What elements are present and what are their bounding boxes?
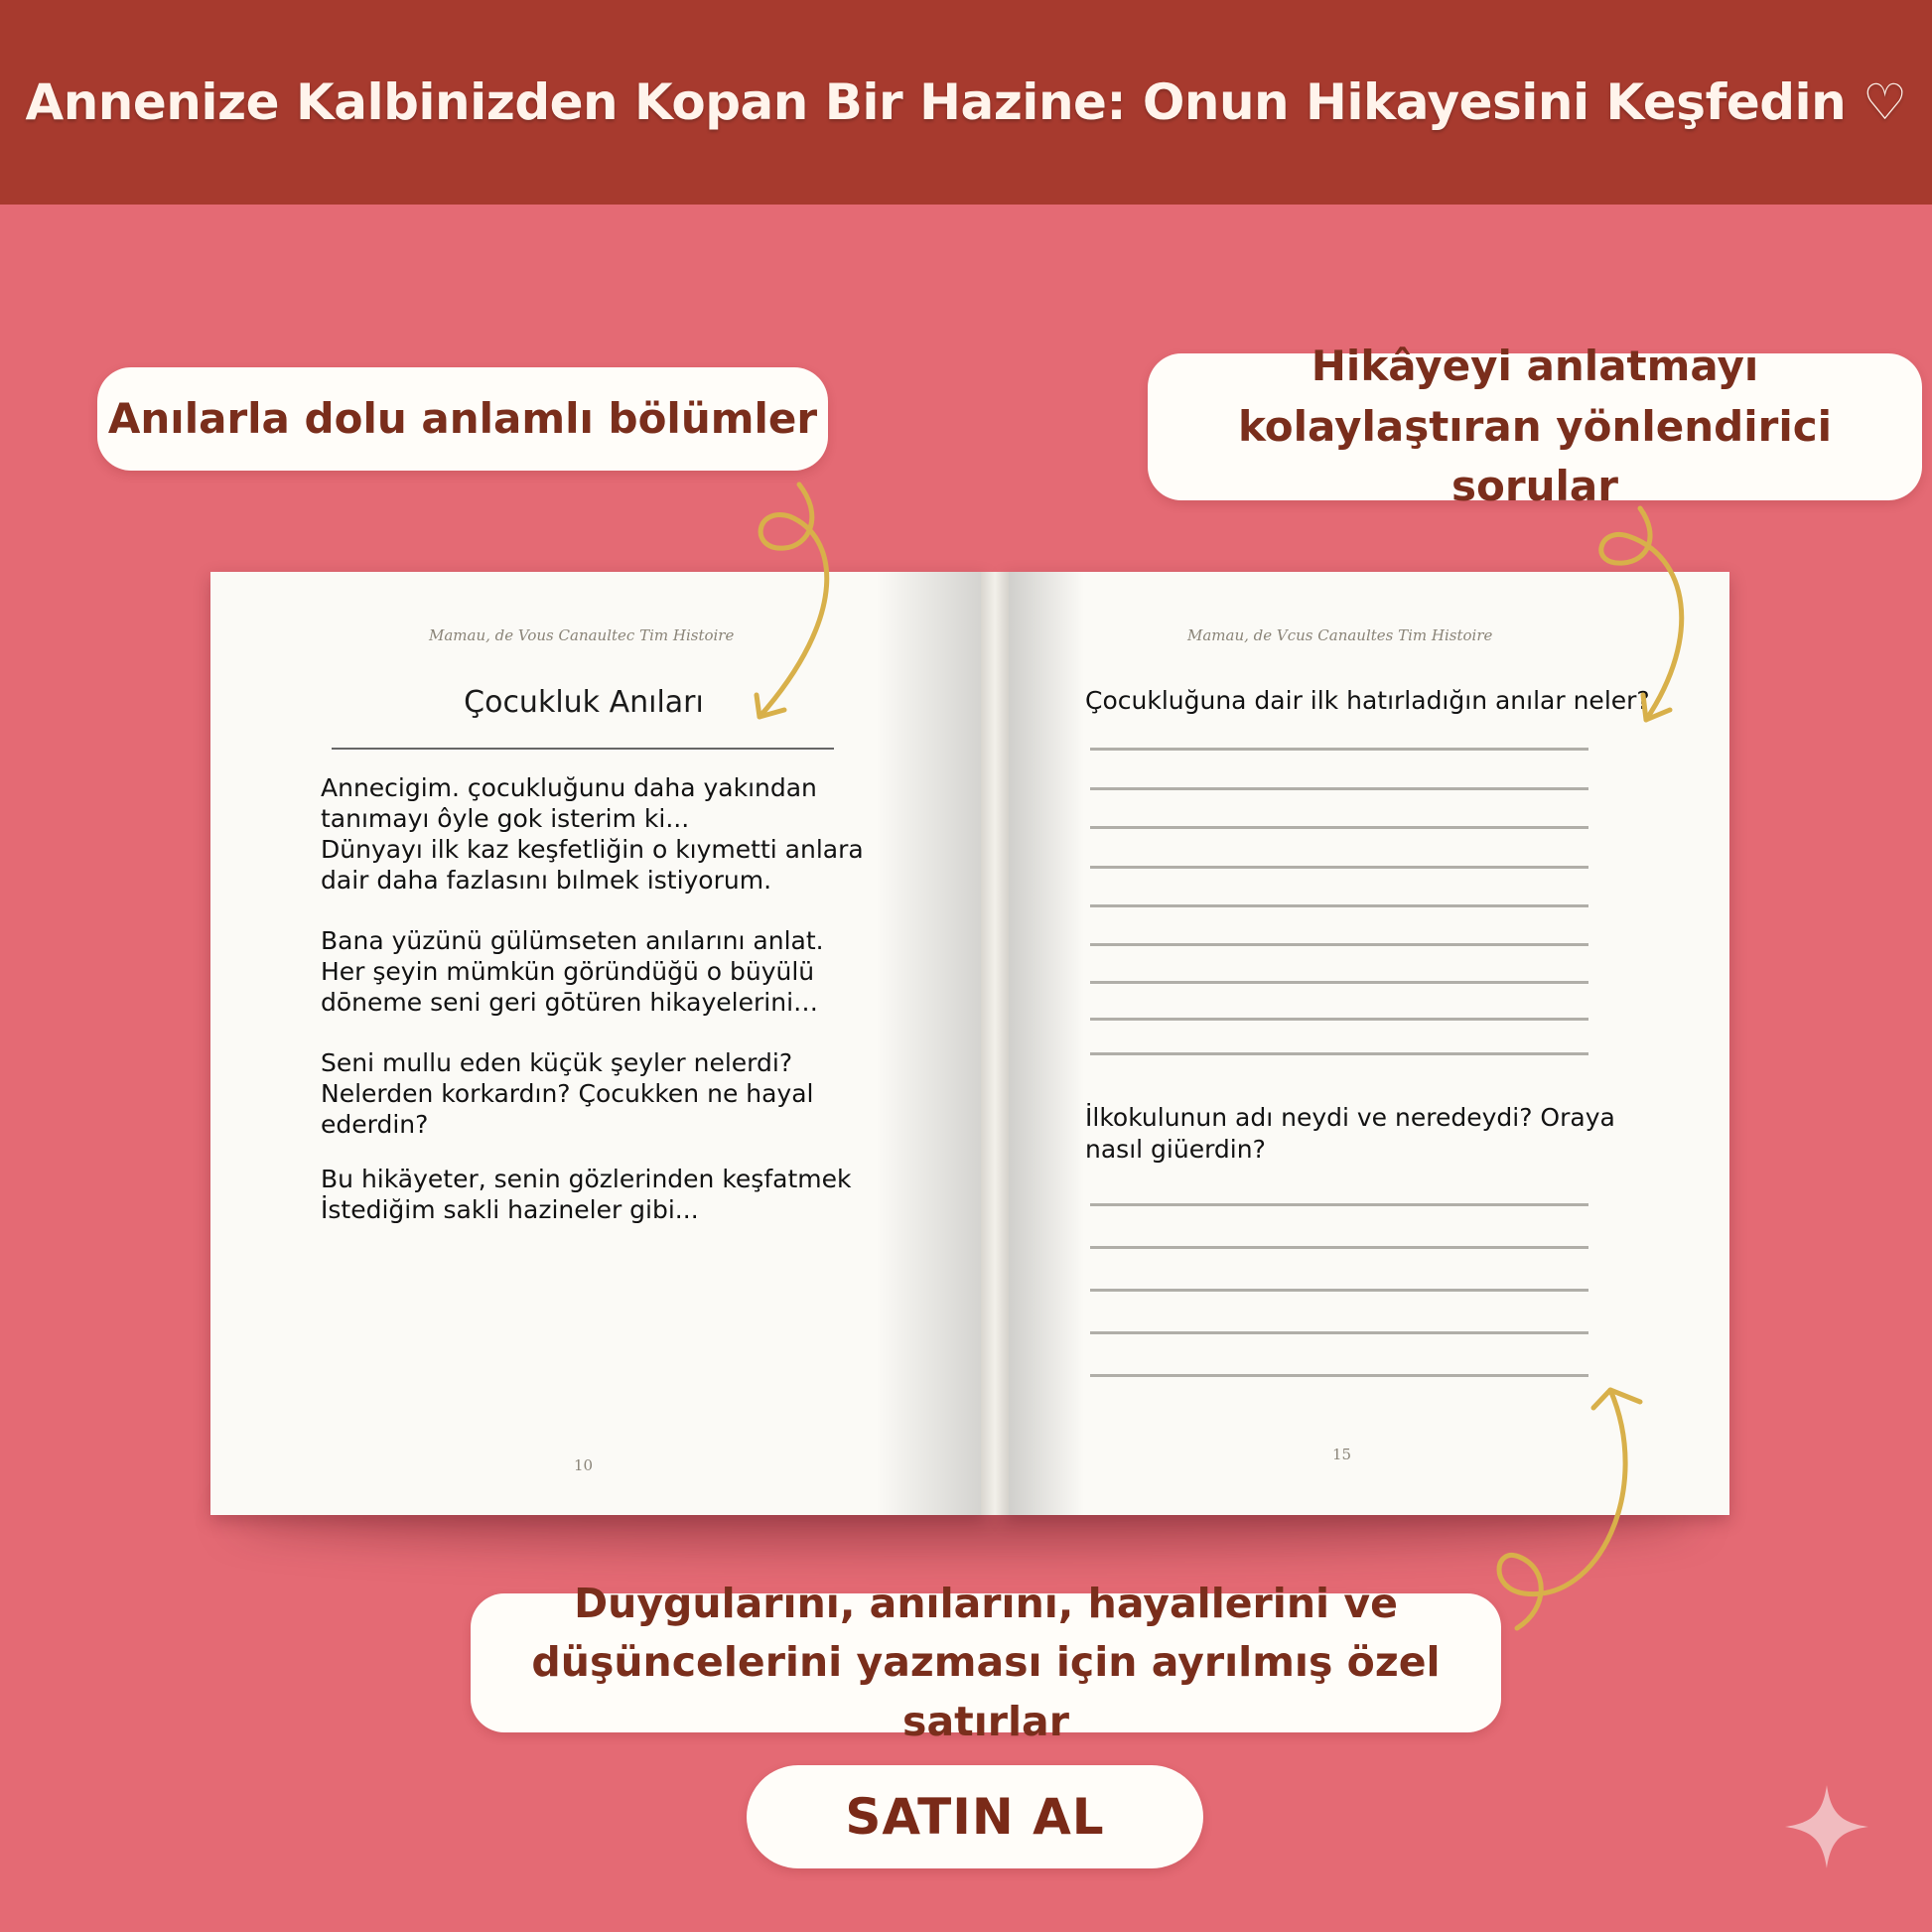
body-paragraph: Annecigim. çocukluğunu daha yakından tanımayı ôyle gok isterim ki... Dünyayı ilk kaz keşfetliğin o kıymetti anlara dair daha fazlasını bılmek istiyorum. bbox=[321, 773, 864, 895]
page-title: Annenize Kalbinizden Kopan Bir Hazine: Onun Hikayesini Keşfedin ♡ bbox=[25, 73, 1907, 131]
buy-button[interactable]: SATIN AL bbox=[747, 1765, 1203, 1868]
chapter-title: Çocukluk Anıları bbox=[464, 685, 704, 720]
writing-line bbox=[1090, 1018, 1588, 1021]
question-primary-school: İlkokulunun adı neydi ve neredeydi? Oraya nasıl giüerdin? bbox=[1085, 1103, 1615, 1164]
callout-chapters: Anılarla dolu anlamlı bölümler bbox=[97, 367, 828, 471]
writing-line bbox=[1090, 904, 1588, 907]
callout-writing-lines-text: Duygularını, anılarını, hayallerini ve düşüncelerini yazması için ayrılmış özel satırlar bbox=[531, 1579, 1441, 1745]
writing-line bbox=[1090, 826, 1588, 829]
writing-line bbox=[1090, 748, 1588, 751]
writing-line bbox=[1090, 787, 1588, 790]
left-running-head: Mamau, de Vous Canaultec Tim Histoire bbox=[429, 626, 735, 644]
writing-line bbox=[1090, 943, 1588, 946]
left-page-number: 10 bbox=[574, 1456, 594, 1474]
book-spine bbox=[981, 572, 1009, 1515]
writing-line bbox=[1090, 981, 1588, 984]
right-page-number: 15 bbox=[1332, 1446, 1352, 1463]
sparkle-icon bbox=[1781, 1781, 1872, 1872]
right-page-gutter-shade bbox=[1005, 572, 1084, 1515]
body-paragraph: Bana yüzünü gülümseten anılarını anlat. Her şeyin mümkün göründüğü o büyülü dōneme seni geri gōtüren hikayelerini… bbox=[321, 926, 824, 1017]
callout-questions bbox=[1148, 341, 1922, 511]
writing-line bbox=[1090, 1374, 1588, 1377]
header-banner bbox=[0, 0, 1932, 205]
writing-line bbox=[1090, 1289, 1588, 1292]
writing-line bbox=[1090, 866, 1588, 869]
writing-line bbox=[1090, 1246, 1588, 1249]
chapter-title-rule bbox=[332, 748, 834, 750]
writing-line bbox=[1090, 1331, 1588, 1334]
callout-questions-text: Hikâyeyi anlatmayı kolaylaştıran yönlendirici sorular bbox=[1237, 341, 1833, 511]
right-running-head: Mamau, de Vcus Canaultes Tim Histoire bbox=[1187, 626, 1493, 644]
body-paragraph: Seni mullu eden küçük şeyler nelerdi? Nelerden korkardın? Çocukken ne hayal ederdin? bbox=[321, 1048, 814, 1139]
writing-line bbox=[1090, 1052, 1588, 1055]
chapter-body bbox=[321, 772, 877, 1255]
callout-writing-lines bbox=[471, 1579, 1501, 1745]
body-paragraph: Bu hikäyeter, senin gözlerinden keşfatmek İstediğim sakli hazineler gibi... bbox=[321, 1165, 852, 1224]
question-childhood-memories: Çocukluğuna dair ilk hatırladığın anılar neler? bbox=[1085, 686, 1650, 715]
writing-line bbox=[1090, 1203, 1588, 1206]
